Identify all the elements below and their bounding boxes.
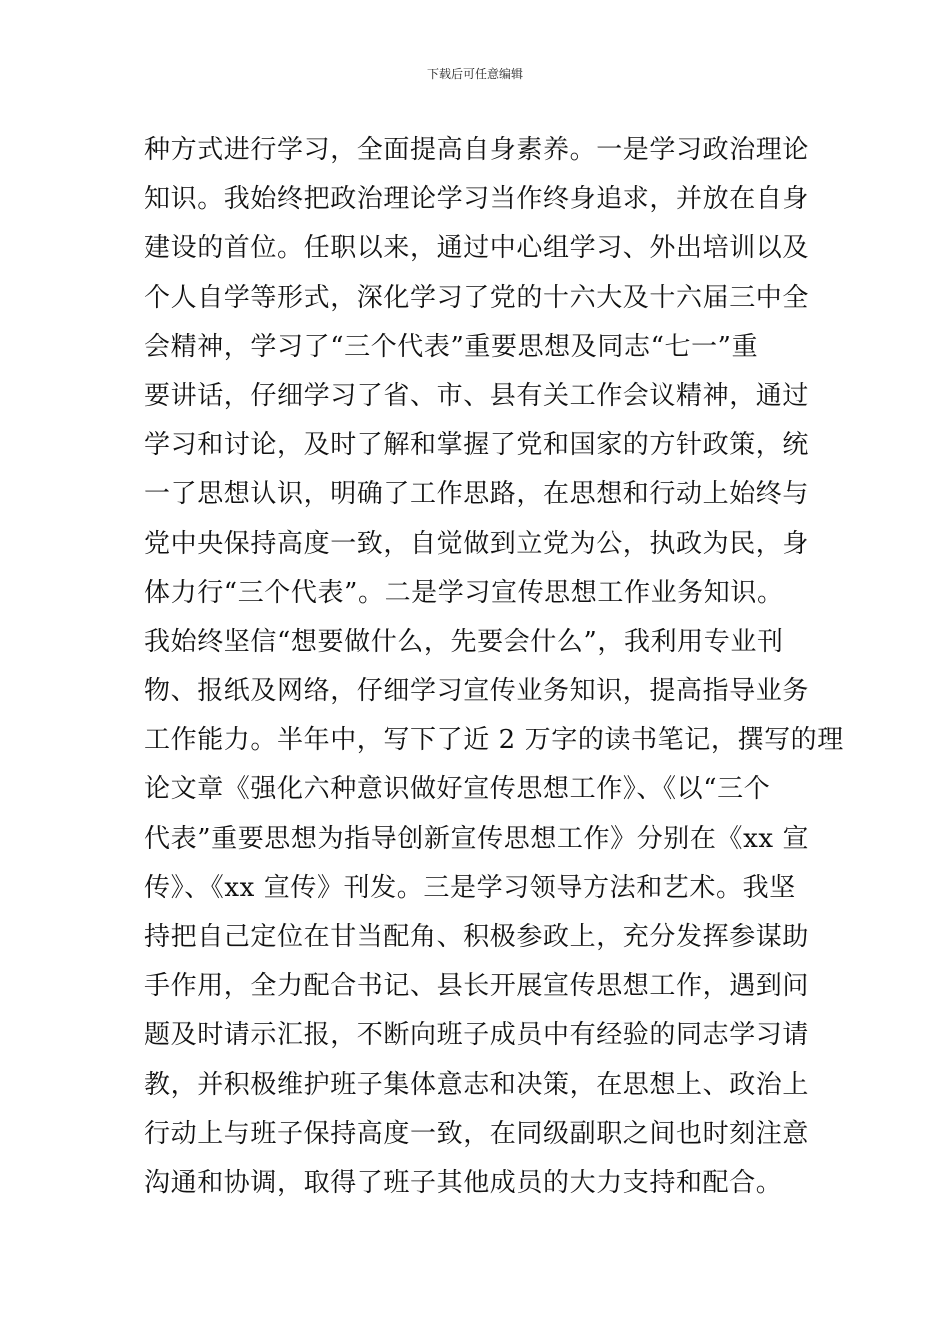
text-line: 会精神，学习了“三个代表”重要思想及同志“七一”重 — [144, 331, 759, 362]
text-line: 种方式进行学习，全面提高自身素养。一是学习政治理论 — [144, 135, 810, 165]
text-line: 建设的首位。任职以来，通过中心组学习、外出培训以及 — [144, 233, 810, 264]
body-text — [144, 126, 844, 1208]
text-line: 我始终坚信“想要做什么，先要会什么”，我利用专业刊 — [144, 626, 784, 657]
text-line: 代表”重要思想为指导创新宣传思想工作》分别在《xx 宣 — [144, 823, 810, 854]
text-line: 持把自己定位在甘当配角、积极参政上，充分发挥参谋助 — [144, 922, 810, 952]
text-line: 学习和讨论，及时了解和掌握了党和国家的方针政策，统 — [144, 430, 810, 461]
text-line: 教，并积极维护班子集体意志和决策，在思想上、政治上 — [144, 1069, 810, 1100]
text-line: 手作用，全力配合书记、县长开展宣传思想工作，遇到问 — [144, 971, 810, 1002]
header-note: 下载后可任意编辑 — [426, 67, 523, 81]
text-line: 工作能力。半年中，写下了近 2 万字的读书笔记，撰写的理 — [144, 725, 844, 756]
text-line: 题及时请示汇报，不断向班子成员中有经验的同志学习请 — [144, 1020, 810, 1051]
text-line: 知识。我始终把政治理论学习当作终身追求，并放在自身 — [144, 184, 810, 215]
text-line: 党中央保持高度一致，自觉做到立党为公，执政为民，身 — [144, 528, 810, 559]
text-line: 传》、《xx 宣传》刊发。三是学习领导方法和艺术。我坚 — [144, 872, 796, 903]
text-line: 体力行“三个代表”。二是学习宣传思想工作业务知识。 — [144, 577, 784, 608]
text-line: 要讲话，仔细学习了省、市、县有关工作会议精神，通过 — [144, 380, 810, 411]
text-line: 行动上与班子保持高度一致，在同级副职之间也时刻注意 — [144, 1118, 810, 1149]
text-line: 沟通和协调，取得了班子其他成员的大力支持和配合。 — [144, 1167, 783, 1198]
text-line: 个人自学等形式，深化学习了党的十六大及十六届三中全 — [144, 282, 810, 313]
text-line: 论文章《强化六种意识做好宣传思想工作》、《以“三个 — [144, 774, 771, 805]
text-line: 一了思想认识，明确了工作思路，在思想和行动上始终与 — [144, 479, 810, 510]
text-line: 物、报纸及网络，仔细学习宣传业务知识，提高指导业务 — [144, 676, 810, 707]
